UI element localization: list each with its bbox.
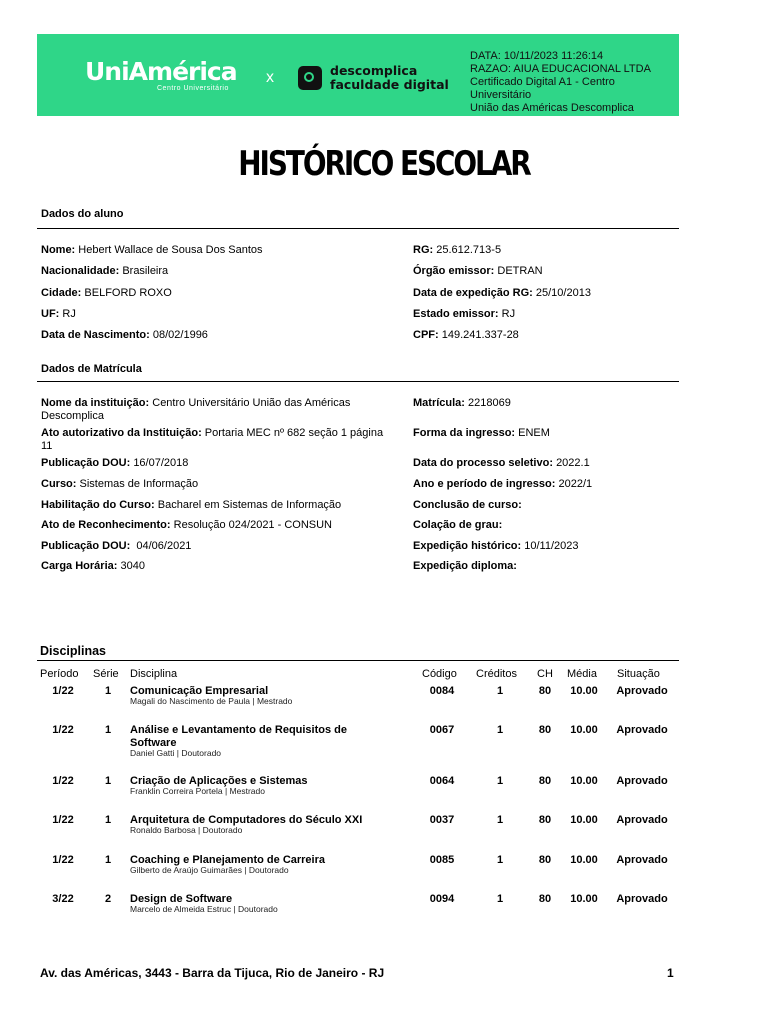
field-processo-seletivo: Data do processo seletivo: 2022.1 [413,457,590,469]
field-cpf: CPF: 149.241.337-28 [413,329,519,341]
cell-creditos: 1 [496,814,504,826]
uniamerica-logo-subtitle: Centro Universitário [157,85,229,92]
field-matricula: Matrícula: 2218069 [413,397,511,409]
th-serie: Série [93,668,119,680]
th-media: Média [567,668,597,680]
cell-media: 10.00 [570,854,598,866]
cell-periodo: 1/22 [52,854,74,866]
cell-disciplina: Arquitetura de Computadores do Século XXI [130,814,363,826]
cell-creditos: 1 [496,893,504,905]
descomplica-logo-icon [298,66,322,90]
disciplinas-title: Disciplinas [40,644,106,658]
th-disciplina: Disciplina [130,668,178,680]
cell-disciplina: Comunicação Empresarial [130,685,269,697]
field-expedicao-historico: Expedição histórico: 10/11/2023 [413,540,579,552]
cell-codigo: 0064 [429,775,455,787]
cell-ch: 80 [538,685,552,697]
logo-separator: x [266,69,274,86]
field-conclusao: Conclusão de curso: [413,499,522,511]
cell-professor: Gilberto de Araújo Guimarães | Doutorado [130,865,289,875]
cell-periodo: 1/22 [52,814,74,826]
cell-codigo: 0037 [429,814,455,826]
uniamerica-logo: UniAmérica [85,57,237,86]
cell-situacao: Aprovado [616,724,668,736]
cell-ch: 80 [538,775,552,787]
field-curso: Curso: Sistemas de Informação [41,478,199,490]
field-reconhecimento: Ato de Reconhecimento: Resolução 024/2021 - CONSUN [41,519,332,531]
descomplica-logo: descomplica faculdade digital [330,63,449,92]
cell-situacao: Aprovado [616,685,668,697]
cell-periodo: 1/22 [52,724,74,736]
field-uf: UF: RJ [41,308,76,320]
divider [37,381,679,382]
cell-disciplina: Coaching e Planejamento de Carreira [130,854,326,866]
cell-professor: Magali do Nascimento de Paula | Mestrado [130,696,293,706]
cell-serie: 1 [104,814,112,826]
cell-professor: Franklin Correira Portela | Mestrado [130,786,265,796]
section-dados-matricula: Dados de Matrícula [41,363,142,375]
field-nome: Nome: Hebert Wallace de Sousa Dos Santos [41,244,263,256]
cell-media: 10.00 [570,685,598,697]
cell-ch: 80 [538,814,552,826]
th-situacao: Situação [617,668,660,680]
field-colacao: Colação de grau: [413,519,503,531]
section-dados-aluno: Dados do aluno [41,208,124,220]
cell-creditos: 1 [496,775,504,787]
cell-periodo: 1/22 [52,685,74,697]
cell-codigo: 0084 [429,685,455,697]
field-estado-emissor: Estado emissor: RJ [413,308,516,320]
field-forma-ingresso: Forma da ingresso: ENEM [413,427,550,439]
cell-disciplina: Design de Software [130,893,233,905]
field-cidade: Cidade: BELFORD ROXO [41,287,172,299]
cell-situacao: Aprovado [616,893,668,905]
th-ch: CH [537,668,553,680]
cell-disciplina: Criação de Aplicações e Sistemas [130,775,308,787]
cell-professor: Ronaldo Barbosa | Doutorado [130,825,243,835]
cell-professor: Marcelo de Almeida Estruc | Doutorado [130,904,278,914]
page-title: HISTÓRICO ESCOLAR [238,144,530,184]
field-nascimento: Data de Nascimento: 08/02/1996 [41,329,208,341]
th-codigo: Código [422,668,457,680]
th-creditos: Créditos [476,668,517,680]
th-periodo: Período [40,668,79,680]
field-habilitacao: Habilitação do Curso: Bacharel em Sistemas de Informação [41,499,342,511]
field-ano-ingresso: Ano e período de ingresso: 2022/1 [413,478,593,490]
field-expedicao-diploma: Expedição diploma: [413,560,517,572]
divider [37,660,679,661]
cell-creditos: 1 [496,724,504,736]
cell-ch: 80 [538,724,552,736]
field-publicacao-dou: Publicação DOU: 16/07/2018 [41,457,189,469]
cell-professor: Daniel Gatti | Doutorado [130,748,222,758]
field-orgao-emissor: Órgão emissor: DETRAN [413,265,543,277]
cell-serie: 1 [104,724,112,736]
header-banner [37,34,679,116]
cell-creditos: 1 [496,685,504,697]
cell-situacao: Aprovado [616,775,668,787]
cell-serie: 1 [104,775,112,787]
cell-media: 10.00 [570,814,598,826]
cell-codigo: 0094 [429,893,455,905]
cell-situacao: Aprovado [616,854,668,866]
digital-certificate-info: DATA: 10/11/2023 11:26:14 RAZAO: AIUA EDUCACIONAL LTDA Certificado Digital A1 - Centro Universitário União das Américas Descomplica [470,50,651,114]
field-ato-autorizativo: Ato autorizativo da Instituição: Portaria MEC nº 682 seção 1 página 11 [41,427,384,452]
field-expedicao-rg: Data de expedição RG: 25/10/2013 [413,287,591,299]
footer-address: Av. das Américas, 3443 - Barra da Tijuca, Rio de Janeiro - RJ [40,966,385,980]
cell-serie: 1 [104,685,112,697]
cell-serie: 2 [104,893,112,905]
cell-media: 10.00 [570,775,598,787]
divider [37,228,679,229]
cell-situacao: Aprovado [616,814,668,826]
field-carga-horaria: Carga Horária: 3040 [41,560,145,572]
cell-periodo: 1/22 [52,775,74,787]
field-instituicao: Nome da instituição: Centro Universitário União das Américas Descomplica [41,397,351,422]
field-nacionalidade: Nacionalidade: Brasileira [41,265,169,277]
cell-media: 10.00 [570,724,598,736]
cell-media: 10.00 [570,893,598,905]
page-number: 1 [667,966,674,980]
field-publicacao-dou-2: Publicação DOU: 04/06/2021 [41,540,192,552]
cell-codigo: 0067 [429,724,455,736]
cell-ch: 80 [538,854,552,866]
cell-periodo: 3/22 [52,893,74,905]
cell-ch: 80 [538,893,552,905]
cell-disciplina: Análise e Levantamento de Requisitos de Software [130,724,348,749]
cell-serie: 1 [104,854,112,866]
cell-codigo: 0085 [429,854,455,866]
cell-creditos: 1 [496,854,504,866]
field-rg: RG: 25.612.713-5 [413,244,502,256]
